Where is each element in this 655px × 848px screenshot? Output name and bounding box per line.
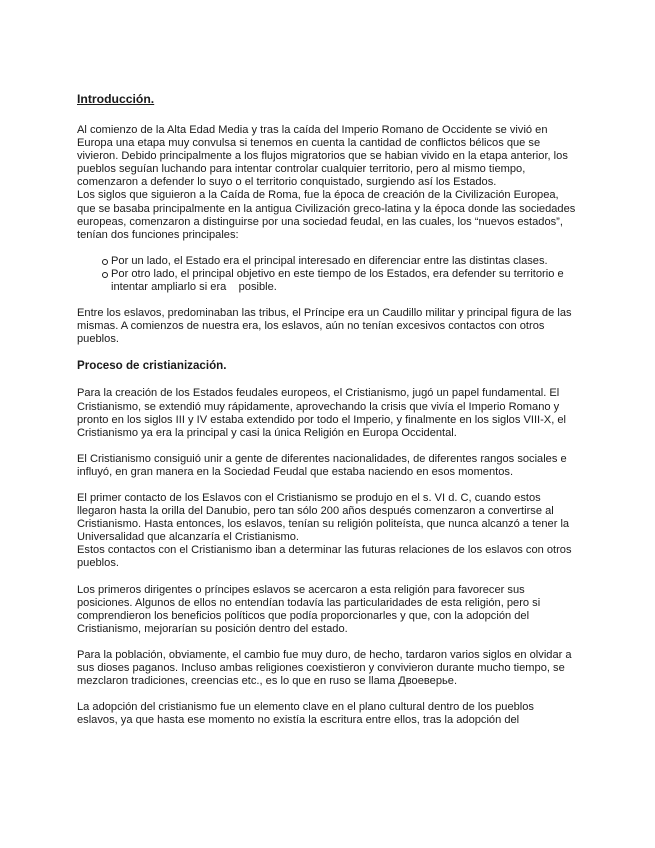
document-body xyxy=(77,92,577,740)
bullet-item-2: Por otro lado, el principal objetivo en este tiempo de los Estados, era defender su territorio e intentar ampliarlo si era posible. xyxy=(102,268,577,294)
paragraph-7: Los primeros dirigentes o príncipes eslavos se acercaron a esta religión para favorecer sus posiciones. Algunos de ellos no entendían todavía las particularidades de esta religión, pero si comprendieron los beneficios políticos que podía proporcionarles y que, con la adopción del Cristianismo, mejorarían su posición dentro del estado. xyxy=(77,583,541,635)
paragraph-intro-3: Entre los eslavos, predominaban las tribus, el Príncipe era un Caudillo militar y principal figura de las mismas. A comienzos de nuestra era, los eslavos, aún no tenían excesivos contactos con otros pueblos. xyxy=(77,307,572,346)
bullet-item-1: Por un lado, el Estado era el principal interesado en diferenciar entre las distintas clases. xyxy=(102,255,577,268)
paragraph-intro-2: Los siglos que siguieron a la Caída de Roma, fue la época de creación de la Civilización Europea, que se basaba principalmente en la antigua Civilización greco-latina y la época donde las sociedades europeas, comenzaron a distinguirse por una sociedad feudal, en las cuales, los “nuevos estados”, tenían dos funciones principales: xyxy=(77,189,576,241)
paragraph-4: Para la creación de los Estados feudales europeos, el Cristianismo, jugó un papel fundamental. El Cristianismo, se extendió muy rápidamente, aprovechando la crisis que vivía el Imperio Romano y pronto en los siglos III y IV estaba extendido por todo el Imperio, y finalmente en los siglos VIII-X, el Cristianismo ya era la principal y casi la única Religión en Europa Occidental. xyxy=(77,387,567,439)
bullet-list xyxy=(77,255,577,294)
paragraph-intro-1: Al comienzo de la Alta Edad Media y tras la caída del Imperio Romano de Occidente se vivió en Europa una etapa muy convulsa si tenemos en cuenta la cantidad de conflictos bélicos que se vivieron. Debido principalmente a los flujos migratorios que se habian vivido en la etapa anterior, los pueblos seguían luchando para intentar controlar cualquier territorio, pero al mismo tiempo, comenzaron a defender lo suyo o el territorio conquistado, surgiendo así los Estados. xyxy=(77,124,568,189)
paragraph-9: La adopción del cristianismo fue un elemento clave en el plano cultural dentro de los pueblos eslavos, ya que hasta ese momento no existía la escritura entre ellos, tras la adopción del xyxy=(77,701,534,727)
paragraph-6b: Estos contactos con el Cristianismo iban a determinar las futuras relaciones de los eslavos con otros pueblos. xyxy=(77,544,572,570)
paragraph-5: El Cristianismo consiguió unir a gente de diferentes nacionalidades, de diferentes rangos sociales e influyó, en gran manera en la Sociedad Feudal que estaba naciendo en esos momentos. xyxy=(77,452,567,478)
paragraph-6a: El primer contacto de los Eslavos con el Cristianismo se produjo en el s. VI d. C, cuando estos llegaron hasta la orilla del Danubio, pero tan sólo 200 años después comenzaron a convertirse al Cristianismo. Hasta entonces, los eslavos, tenían su religión politeísta, que nunca alcanzó a tener la Universalidad que alcanzaría el Cristianismo. xyxy=(77,491,570,544)
section-title-introduccion: Introducción. xyxy=(77,92,155,106)
section-title-cristianizacion: Proceso de cristianización. xyxy=(77,359,227,373)
paragraph-8: Para la población, obviamente, el cambio fue muy duro, de hecho, tardaron varios siglos en olvidar a sus dioses paganos. Incluso ambas religiones coexistieron y convivieron durante mucho tiempo, se mezclaron tradiciones, creencias etc., es lo que en ruso se llama Двоеверье. xyxy=(77,648,572,688)
